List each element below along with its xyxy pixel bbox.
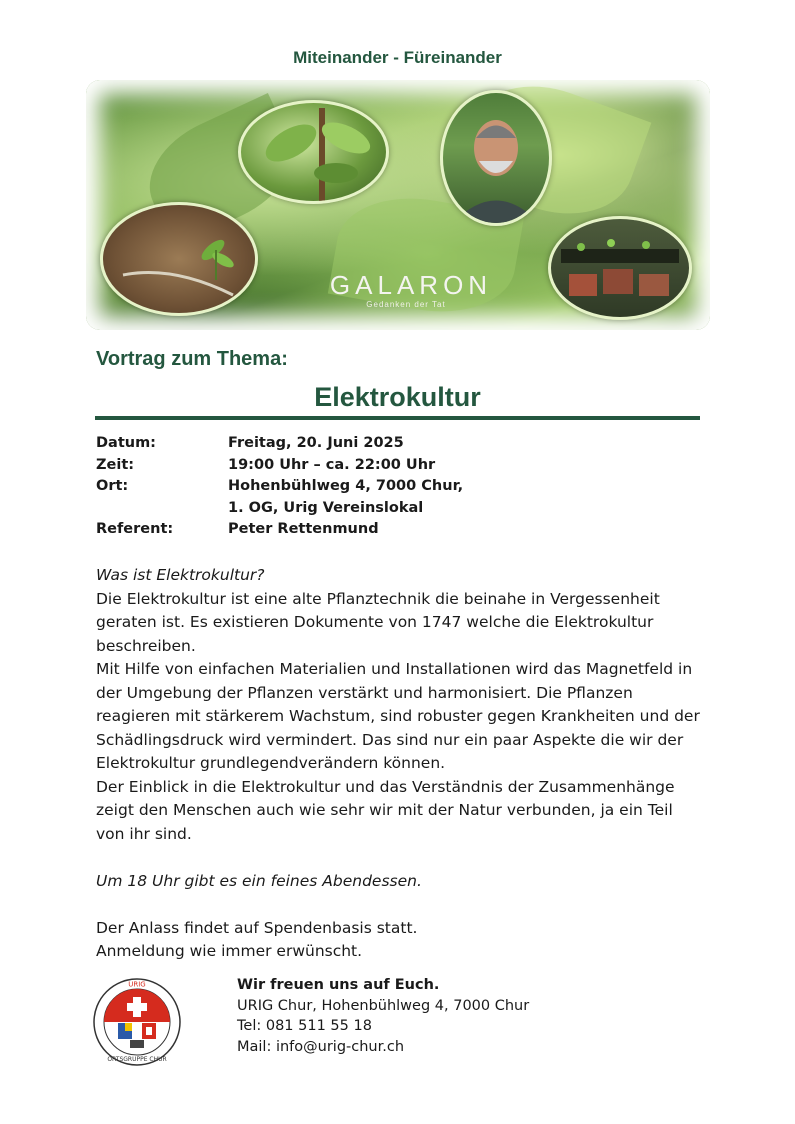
detail-value: Freitag, 20. Juni 2025 bbox=[228, 435, 404, 451]
detail-row-location-2 bbox=[96, 498, 700, 520]
title-divider bbox=[95, 416, 700, 420]
question-heading: Was ist Elektrokultur? bbox=[96, 566, 265, 584]
soil-seedling-photo bbox=[100, 202, 258, 316]
urig-logo bbox=[92, 977, 182, 1067]
detail-value: Hohenbühlweg 4, 7000 Chur, bbox=[228, 478, 464, 494]
galaron-tagline: Gedanken der Tat bbox=[366, 300, 446, 309]
logo-ring-text: ORTSGRUPPE CHUR bbox=[107, 1056, 167, 1063]
address: URIG Chur, Hohenbühlweg 4, 7000 Chur bbox=[237, 997, 530, 1014]
dinner-note: Um 18 Uhr gibt es ein feines Abendessen. bbox=[96, 871, 422, 890]
detail-row-location bbox=[96, 476, 700, 498]
detail-label bbox=[96, 498, 228, 520]
talk-title: Elektrokultur bbox=[314, 382, 481, 412]
banner-image bbox=[86, 80, 710, 330]
donation-note: Der Anlass findet auf Spendenbasis statt. bbox=[96, 918, 418, 937]
phone: Tel: 081 511 55 18 bbox=[237, 1018, 372, 1034]
paragraph: Der Einblick in die Elektrokultur und das Verständnis der Zusammenhänge zeigt den Menschen auch wie sehr wir mit der Natur verbunden, ja ein Teil von ihr sind. bbox=[96, 777, 675, 843]
contact-block bbox=[237, 975, 529, 1057]
plant-stem-photo bbox=[238, 100, 389, 204]
portrait-illustration bbox=[443, 93, 549, 223]
detail-row-date bbox=[96, 433, 700, 455]
detail-row-time bbox=[96, 455, 700, 477]
plant-stem-illustration bbox=[241, 103, 386, 201]
detail-value: 1. OG, Urig Vereinslokal bbox=[228, 499, 424, 516]
detail-row-speaker bbox=[96, 519, 700, 541]
description-body bbox=[96, 564, 706, 964]
seedling-trays-photo bbox=[548, 216, 692, 320]
soil-seedling-illustration bbox=[103, 205, 255, 313]
logo-top-text: URIG bbox=[128, 980, 146, 989]
motto-heading: Miteinander - Füreinander bbox=[293, 48, 502, 67]
detail-label: Ort: bbox=[96, 478, 129, 494]
talk-subtitle: Vortrag zum Thema: bbox=[96, 348, 288, 370]
galaron-logo-text: GALARON bbox=[329, 270, 493, 300]
registration-note: Anmeldung wie immer erwünscht. bbox=[96, 942, 363, 960]
greeting: Wir freuen uns auf Euch. bbox=[237, 977, 440, 993]
detail-value: Peter Rettenmund bbox=[228, 521, 379, 537]
paragraph: Mit Hilfe von einfachen Materialien und Installationen wird das Magnetfeld in der Umgebung der Pflanzen verstärkt und harmonisiert. Die Pflanzen reagieren mit stärkerem Wachstum, sind robuster gegen Krankheiten und der Schädlingsdruck wird vermindert. Das sind nur ein paar Aspekte die wir der Elektrokultur grundlegendverändern können. bbox=[96, 660, 700, 772]
email: Mail: info@urig-chur.ch bbox=[237, 1038, 405, 1055]
seedling-trays-illustration bbox=[551, 219, 689, 317]
detail-value: 19:00 Uhr – ca. 22:00 Uhr bbox=[228, 456, 436, 473]
paragraph: Die Elektrokultur ist eine alte Pflanztechnik die beinahe in Vergessenheit geraten ist. Es existieren Dokumente von 1747 welche die Elektrokultur beschreiben. bbox=[96, 589, 660, 655]
event-details-table bbox=[96, 433, 700, 541]
detail-label: Datum: bbox=[96, 435, 156, 451]
detail-label: Referent: bbox=[96, 521, 174, 537]
portrait-photo bbox=[440, 90, 552, 226]
detail-label: Zeit: bbox=[96, 456, 135, 473]
